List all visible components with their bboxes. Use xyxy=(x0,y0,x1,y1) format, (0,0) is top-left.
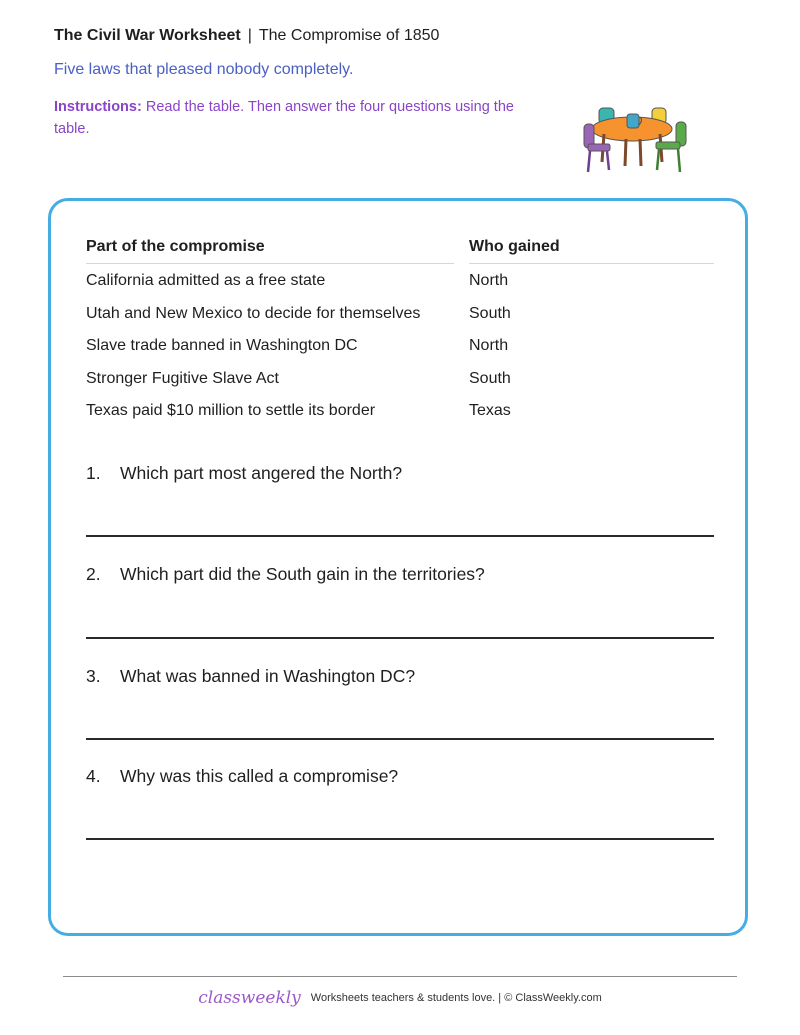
worksheet-topic-title: The Compromise of 1850 xyxy=(258,27,440,44)
table-header-row xyxy=(86,234,714,264)
compromise-part: Slave trade banned in Washington DC xyxy=(86,337,358,354)
question-1 xyxy=(86,462,402,484)
question-number: 4. xyxy=(86,766,101,786)
footer-tagline: Worksheets teachers & students love. | © ClassWeekly.com xyxy=(310,992,602,1004)
compromise-part: Stronger Fugitive Slave Act xyxy=(86,369,279,387)
who-gained: South xyxy=(469,369,511,387)
footer xyxy=(0,988,800,1008)
worksheet-subtitle: Five laws that pleased nobody completely. xyxy=(54,61,354,78)
question-4 xyxy=(86,765,398,787)
question-3 xyxy=(86,665,415,687)
who-gained: South xyxy=(469,304,511,322)
question-text: Which part most angered the North? xyxy=(120,463,403,483)
answer-line-1[interactable] xyxy=(86,535,714,537)
instructions-label: Instructions: xyxy=(54,99,142,115)
question-number: 3. xyxy=(86,666,101,686)
question-number: 2. xyxy=(86,564,101,584)
question-2 xyxy=(86,563,485,585)
table-and-chairs-icon xyxy=(580,102,690,176)
question-text: Why was this called a compromise? xyxy=(120,766,399,786)
who-gained: North xyxy=(469,337,509,354)
worksheet-series-title: The Civil War Worksheet xyxy=(54,27,241,44)
table-row xyxy=(86,394,714,427)
table-row xyxy=(86,329,714,362)
answer-line-4[interactable] xyxy=(86,838,714,840)
compromise-table xyxy=(86,234,714,427)
footer-divider xyxy=(63,976,737,977)
table-row xyxy=(86,362,714,395)
compromise-part: Utah and New Mexico to decide for themselves xyxy=(86,304,421,322)
who-gained: Texas xyxy=(469,402,511,419)
worksheet-title xyxy=(54,26,439,46)
table-row xyxy=(86,297,714,330)
answer-line-3[interactable] xyxy=(86,738,714,740)
column-header-who-gained: Who gained xyxy=(469,238,560,255)
instructions xyxy=(54,96,529,140)
who-gained: North xyxy=(469,272,509,289)
compromise-part: California admitted as a free state xyxy=(86,272,326,289)
answer-line-2[interactable] xyxy=(86,637,714,639)
instructions-text: Read the table. Then answer the four questions using the table. xyxy=(54,99,514,137)
table-row xyxy=(86,264,714,297)
classweekly-logo: classweekly xyxy=(198,988,301,1008)
column-header-part: Part of the compromise xyxy=(86,238,265,255)
compromise-part: Texas paid $10 million to settle its border xyxy=(86,402,376,419)
title-separator: | xyxy=(247,27,252,44)
question-number: 1. xyxy=(86,463,101,483)
question-text: What was banned in Washington DC? xyxy=(120,666,416,686)
question-text: Which part did the South gain in the territories? xyxy=(120,564,485,584)
